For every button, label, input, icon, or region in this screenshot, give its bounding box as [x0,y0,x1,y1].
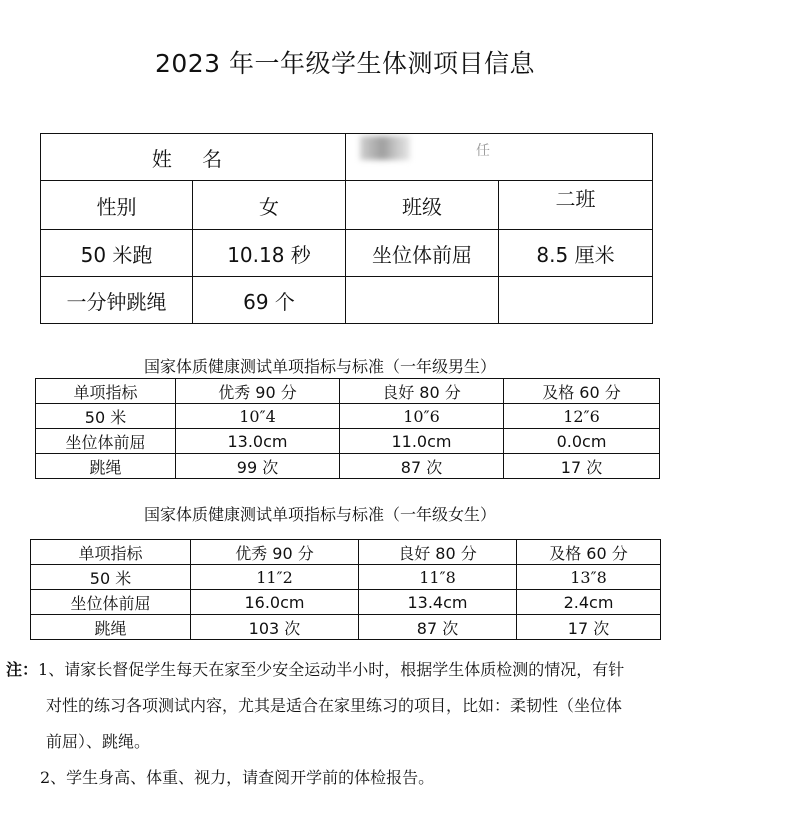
table-cell: 103 次 [191,615,359,640]
column-header: 优秀 90 分 [191,540,359,565]
table-cell: 13.0cm [176,429,340,454]
gender-label: 性别 [41,181,193,230]
notes-section [6,652,786,796]
column-header: 优秀 90 分 [176,379,340,404]
boys-standards-table [35,378,660,479]
girls-standards-table [30,539,661,640]
table-row [41,134,653,181]
column-header: 单项指标 [31,540,191,565]
boys-standards-caption: 国家体质健康测试单项指标与标准（一年级男生） [144,357,497,376]
table-row [41,181,653,230]
table-cell: 87 次 [340,454,504,479]
table-cell: 17 次 [504,454,660,479]
name-value-cell [346,134,653,181]
class-value: 二班 [499,181,653,230]
table-row [36,429,660,454]
table-cell: 11″8 [359,565,517,590]
table-cell: 跳绳 [31,615,191,640]
column-header: 单项指标 [36,379,176,404]
table-cell: 坐位体前屈 [31,590,191,615]
table-cell: 12″6 [504,404,660,429]
run-label: 50 米跑 [41,230,193,277]
name-value: 任 [476,143,491,159]
table-cell: 坐位体前屈 [36,429,176,454]
table-cell: 跳绳 [36,454,176,479]
note-1-line-1: 注：1、请家长督促学生每天在家至少安全运动半小时，根据学生体质检测的情况，有针 [6,660,625,679]
table-cell: 87 次 [359,615,517,640]
table-cell: 0.0cm [504,429,660,454]
table-row [36,404,660,429]
table-cell: 17 次 [517,615,661,640]
column-header: 及格 60 分 [504,379,660,404]
sitreach-value: 8.5 厘米 [499,230,653,277]
table-cell: 11″2 [191,565,359,590]
table-cell: 13.4cm [359,590,517,615]
table-header-row [36,379,660,404]
table-row [31,565,661,590]
student-info-table [40,133,653,324]
name-label: 姓 名 [41,134,346,181]
table-row [41,230,653,277]
note-1-line-2: 对性的练习各项测试内容，尤其是适合在家里练习的项目，比如：柔韧性（坐位体 [46,696,623,715]
run-value: 10.18 秒 [193,230,346,277]
girls-standards-caption: 国家体质健康测试单项指标与标准（一年级女生） [144,505,497,524]
table-cell: 99 次 [176,454,340,479]
table-row [31,615,661,640]
table-row [31,590,661,615]
table-cell: 2.4cm [517,590,661,615]
redacted-name-blur [360,136,410,160]
rope-value: 69 个 [193,277,346,324]
empty-cell [499,277,653,324]
class-label: 班级 [346,181,499,230]
table-cell: 11.0cm [340,429,504,454]
table-cell: 10″4 [176,404,340,429]
sitreach-label: 坐位体前屈 [346,230,499,277]
note-1-line-3: 前屈）、跳绳。 [46,732,151,751]
table-row [41,277,653,324]
empty-cell [346,277,499,324]
table-cell: 50 米 [31,565,191,590]
note-2: 2、学生身高、体重、视力，请查阅开学前的体检报告。 [40,768,435,787]
table-header-row [31,540,661,565]
table-cell: 50 米 [36,404,176,429]
column-header: 良好 80 分 [340,379,504,404]
page-title: 2023 年一年级学生体测项目信息 [154,49,536,78]
gender-value: 女 [193,181,346,230]
table-row [36,454,660,479]
rope-label: 一分钟跳绳 [41,277,193,324]
column-header: 及格 60 分 [517,540,661,565]
table-cell: 10″6 [340,404,504,429]
notes-lead: 注： [6,660,39,679]
table-cell: 16.0cm [191,590,359,615]
table-cell: 13″8 [517,565,661,590]
column-header: 良好 80 分 [359,540,517,565]
